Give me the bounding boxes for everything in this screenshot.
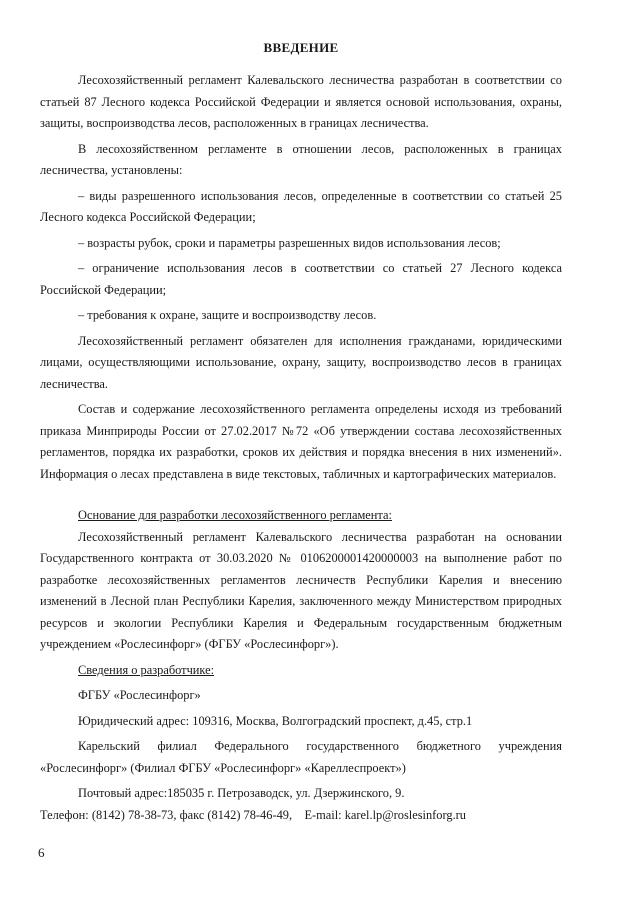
developer-heading [40, 660, 562, 682]
page-number: 6 [38, 845, 45, 860]
intro-paragraph-1: Лесохозяйственный регламент Калевальского лесничества разработан в соответствии со статьей 87 Лесного кодекса Российской Федерации и является основой использования, охраны, защиты, воспроизводства лесов, расположенных в границах лесничества. [40, 73, 562, 130]
page-title: ВВЕДЕНИЕ [263, 40, 339, 55]
page-content [40, 38, 562, 826]
list-item: – требования к охране, защите и воспроизводству лесов. [78, 308, 377, 322]
list-item: – виды разрешенного использования лесов, определенные в соответствии со статьей 25 Лесного кодекса Российской Федерации; [40, 188, 562, 224]
list-item: – возрасты рубок, сроки и параметры разрешенных видов использования лесов; [78, 235, 501, 250]
intro-paragraph-3: Лесохозяйственный регламент обязателен для исполнения гражданами, юридическими лицами, осуществляющими использование, охрану, защиту, воспроизводство лесов в границах лесничества. [40, 333, 562, 391]
developer-heading-text: Сведения о разработчике: [78, 662, 215, 677]
branch-name: Карельский филиал Федерального государственного бюджетного учреждения «Рослесинфорг» (Филиал ФГБУ «Рослесинфорг» «Кареллеспроект») [40, 739, 562, 775]
intro-paragraph-2: В лесохозяйственном регламенте в отношении лесов, расположенных в границах лесничества, установлены: [40, 141, 562, 177]
postal-address: Почтовый адрес:185035 г. Петрозаводск, ул. Дзержинского, 9. [78, 786, 405, 800]
contacts-line: Телефон: (8142) 78-38-73, факс (8142) 78-46-49, E-mail: karel.lp@roslesinforg.ru [40, 807, 467, 822]
basis-heading-text: Основание для разработки лесохозяйственного регламента: [78, 508, 392, 522]
intro-paragraph-4: Состав и содержание лесохозяйственного регламента определены исходя из требований приказа Минприроды России от 27.02.2017 №72 «Об утверждении состава лесохозяйственных регламентов, порядка их разработки, сроков их действия и порядка внесения в них изменений». Информация о лесах представлена в виде текстовых, табличных и картографических материалов. [40, 402, 562, 481]
basis-heading [40, 505, 562, 527]
basis-paragraph: Лесохозяйственный регламент Калевальского лесничества разработан на основании Государственного контракта от 30.03.2020 № 0106200001420000003 на выполнение работ по разработке лесохозяйственных регламентов лесничеств Республики Карелия и внесению изменений в Лесной план Республики Карелия, заключенного между Министерством природных ресурсов и экологии Республики Карелия и Федеральным государственным бюджетным учреждением «Рослесинфорг» (ФГБУ «Рослесинфорг»). [40, 529, 562, 651]
list-item: – ограничение использования лесов в соответствии со статьей 27 Лесного кодекса Российской Федерации; [40, 261, 562, 297]
legal-address: Юридический адрес: 109316, Москва, Волгоградский проспект, д.45, стр.1 [78, 713, 473, 728]
developer-name: ФГБУ «Рослесинфорг» [78, 688, 201, 702]
